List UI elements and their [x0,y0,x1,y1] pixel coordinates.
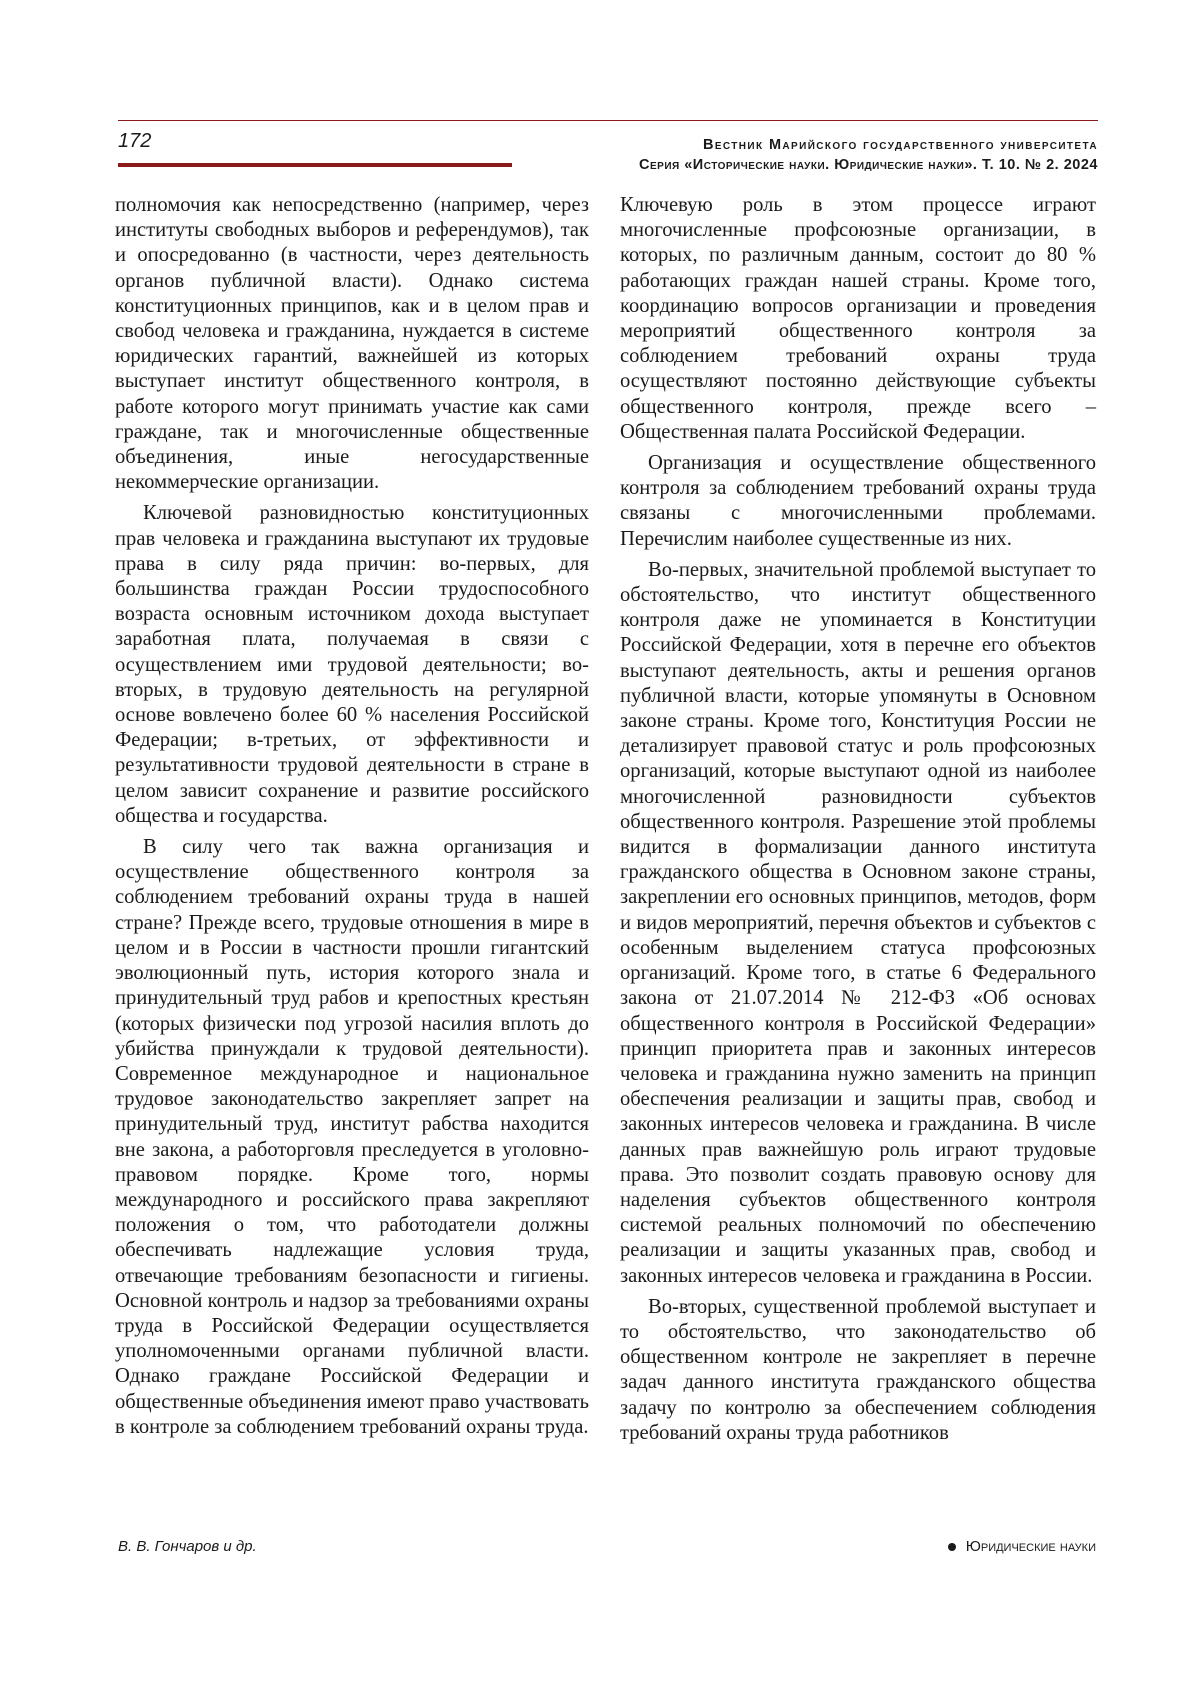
paragraph: Организация и осуществление общественного контроля за соблюдением требований охраны труда связаны с многочисленными проблемами. Перечислим наиболее существенные из них. [620,452,1096,550]
footer-authors: В. В. Гончаров и др. [118,1538,257,1555]
left-column [115,193,589,1446]
top-rule [118,120,1098,121]
paragraph: Во-вторых, существенной проблемой выступает и то обстоятельство, что законодательство об общественном контроле не закрепляет в перечне задач данного института гражданского общества задачу по контролю за обеспечением соблюдения требований охраны труда работников [620,1295,1096,1444]
paragraph: Ключевой разновидностью конституционных прав человека и гражданина выступают их трудовые права в силу ряда причин: во-первых, для большинства граждан России трудоспособного возраста основным источником дохода выступает заработная плата, получаемая в связи с осуществлением ими трудовой деятельности; во-вторых, в трудовую деятельность на регулярной основе вовлечено более 60 % населения Российской Федерации; в-третьих, от эффективности и результативности трудовой деятельности в стране в целом зависит сохранение и развитие российского общества и государства. [115,502,589,827]
footer-section-label: Юридические науки [965,1538,1096,1555]
journal-title: Вестник Марийского государственного университета [702,137,1098,153]
paragraph: полномочия как непосредственно (например, через институты свободных выборов и референдумов), так и опосредованно (в частности, через деятельность органов публичной власти). Однако система конституционных принципов, как и в целом прав и свобод человека и гражданина, нуждается в системе юридических гарантий, важнейшей из которых выступает институт общественного контроля, в работе которого могут принимать участие как сами граждане, так и многочисленные общественные объединения, иные негосударственные некоммерческие организации. [115,194,589,494]
bullet-icon [948,1543,956,1551]
right-column [620,193,1096,1452]
header-accent-bar [118,163,512,167]
footer-section [948,1538,1096,1555]
paragraph: Во-первых, значительной проблемой выступает то обстоятельство, что институт общественного контроля даже не упоминается в Конституции Российской Федерации, хотя в перечне его объектов выступают деятельность, акты и решения органов публичной власти, которые упомянуты в Основном законе страны. Кроме того, Конституция России не детализирует правовой статус и роль профсоюзных организаций, которые выступают одной из наиболее многочисленной разновидности субъектов общественного контроля. Разрешение этой проблемы видится в формализации данного института гражданского общества в Основном законе страны, закреплении его основных принципов, методов, форм и видов мероприятий, перечня объектов и субъектов с особенным выделением статуса профсоюзных организаций. Кроме того, в статье 6 Федерального закона от 21.07.2014 № 212-ФЗ «Об основах общественного контроля в Российской Федерации» принцип приоритета прав и законных интересов человека и гражданина нужно заменить на принцип обеспечения реализации и защиты прав, свобод и законных интересов человека и гражданина. В числе данных прав важнейшую роль играют трудовые права. Это позволит создать правовую основу для наделения субъектов общественного контроля системой реальных полномочий по обеспечению реализации и защиты указанных прав, свобод и законных интересов человека и гражданина в России. [620,558,1096,1287]
paragraph: В силу чего так важна организация и осуществление общественного контроля за соблюдением требований охраны труда в нашей стране? Прежде всего, трудовые отношения в мире в целом и в России в частности прошли гигантский эволюционный путь, история которого знала и принудительный труд рабов и крепостных крестьян (которых физически под угрозой насилия вплоть до убийства принуждали к трудовой деятельности). Современное международное и национальное трудовое законодательство закрепляет запрет на принудительный труд, институт рабства находится вне закона, а работорговля преследуется в уголовно-правовом порядке. Кроме того, нормы международного и российского права закрепляют положения о том, что работодатели должны обеспечивать надлежащие условия труда, отвечающие требованиям безопасности и гигиены. Основной контроль и надзор за требованиями охраны труда в Российской Федерации осуществляется уполномоченными органами публичной власти. Однако граждане Российской Федерации и общественные объединения имеют право участвовать в контроле за соблюдением требований охраны труда. [115,836,589,1438]
journal-series: Серия «Исторические науки. Юридические науки». Т. 10. № 2. 2024 [639,157,1098,173]
page-number: 172 [118,130,152,152]
paragraph: Ключевую роль в этом процессе играют многочисленные профсоюзные организации, в которых, по различным данным, состоит до 80 % работающих граждан нашей страны. Кроме того, координацию вопросов организации и проведения мероприятий общественного контроля за соблюдением требований охраны труда осуществляют постоянно действующие субъекты общественного контроля, прежде всего – Общественная палата Российской Федерации. [620,194,1096,443]
